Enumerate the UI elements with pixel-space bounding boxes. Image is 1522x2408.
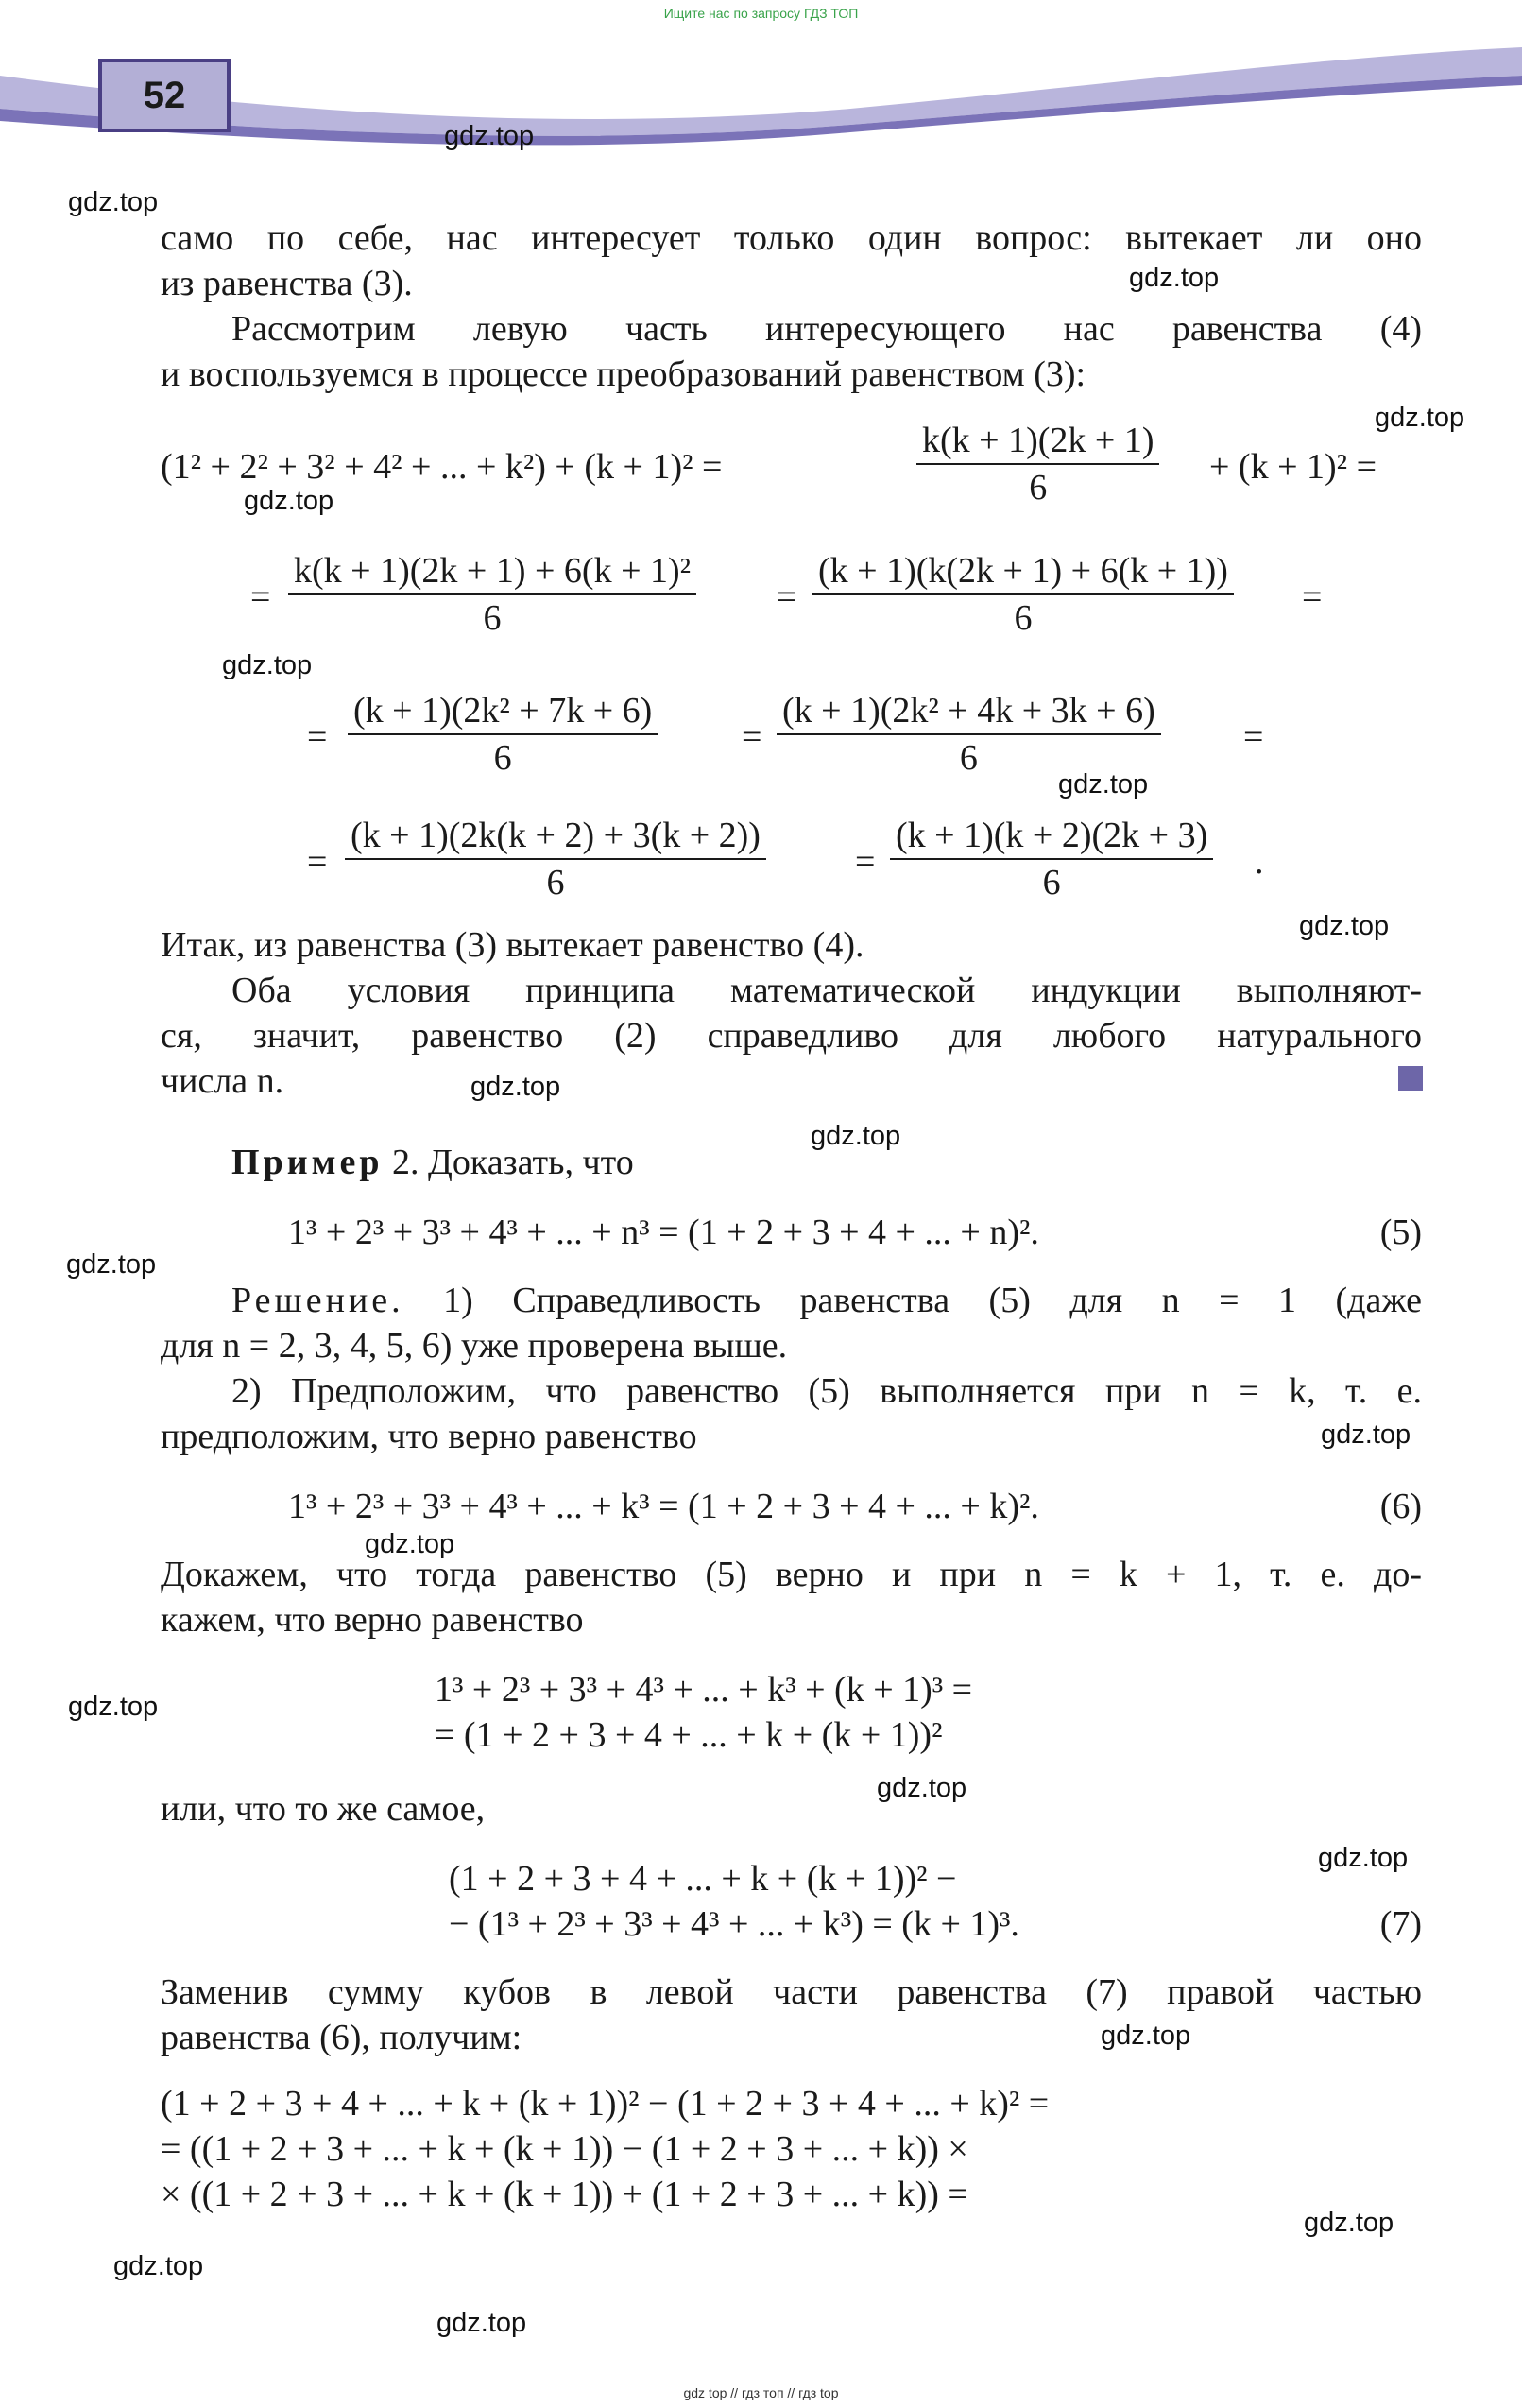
- text-line: числа n.: [161, 1061, 284, 1101]
- final-equation: × ((1 + 2 + 3 + ... + k + (k + 1)) + (1 + 2 + 3 + ... + k)) =: [161, 2175, 968, 2214]
- equals-sign: =: [307, 717, 328, 757]
- text-line: 2) Предположим, что равенство (5) выполняется при n = k, т. е.: [231, 1371, 1422, 1411]
- fraction: (k + 1)(2k(k + 2) + 3(k + 2)) 6: [345, 815, 766, 903]
- watermark: gdz.top: [1375, 403, 1465, 433]
- watermark: gdz.top: [436, 2308, 527, 2338]
- text-line: или, что то же самое,: [161, 1789, 486, 1829]
- equals-sign: =: [777, 577, 797, 617]
- watermark: gdz.top: [1299, 911, 1390, 941]
- page-number: 52: [98, 59, 231, 132]
- watermark: gdz.top: [68, 187, 159, 217]
- equation-k1: 1³ + 2³ + 3³ + 4³ + ... + k³ + (k + 1)³ =: [435, 1670, 973, 1710]
- fraction: (k + 1)(2k² + 4k + 3k + 6) 6: [777, 690, 1161, 779]
- fraction: k(k + 1)(2k + 1) 6: [916, 420, 1159, 508]
- text-line: само по себе, нас интересует только один вопрос: вытекает ли оно: [161, 218, 1422, 258]
- period: .: [1255, 842, 1264, 882]
- watermark: gdz.top: [1101, 2021, 1191, 2051]
- end-marker: [1398, 1066, 1423, 1091]
- equation-tail: + (k + 1)² =: [1209, 447, 1377, 487]
- fraction: (k + 1)(2k² + 7k + 6) 6: [348, 690, 658, 779]
- watermark: gdz.top: [444, 121, 535, 151]
- equation-number: (6): [1379, 1487, 1422, 1526]
- watermark: gdz.top: [1318, 1843, 1409, 1873]
- text-line: для n = 2, 3, 4, 5, 6) уже проверена выше.: [161, 1326, 788, 1366]
- equals-sign: =: [250, 577, 271, 617]
- equation-7: (1 + 2 + 3 + 4 + ... + k + (k + 1))² −: [449, 1859, 957, 1899]
- watermark: gdz.top: [222, 650, 313, 680]
- text-line: Итак, из равенства (3) вытекает равенство (4).: [161, 925, 864, 965]
- text-line: Рассмотрим левую часть интересующего нас равенства (4): [231, 309, 1422, 349]
- solution-line: Решение. 1) Справедливость равенства (5) для n = 1 (даже: [231, 1281, 1422, 1320]
- text-line: Заменив сумму кубов в левой части равенства (7) правой частью: [161, 1972, 1422, 2012]
- text-line: Докажем, что тогда равенство (5) верно и при n = k + 1, т. е. до-: [161, 1555, 1422, 1594]
- fraction: (k + 1)(k(2k + 1) + 6(k + 1)) 6: [812, 550, 1234, 639]
- equals-sign: =: [742, 717, 762, 757]
- fraction: k(k + 1)(2k + 1) + 6(k + 1)² 6: [288, 550, 696, 639]
- equation-number: (5): [1379, 1213, 1422, 1252]
- equation-left: (1² + 2² + 3² + 4² + ... + k²) + (k + 1)² =: [161, 447, 723, 487]
- equation-7: − (1³ + 2³ + 3³ + 4³ + ... + k³) = (k + 1)³.: [449, 1904, 1019, 1944]
- final-equation: = ((1 + 2 + 3 + ... + k + (k + 1)) − (1 + 2 + 3 + ... + k)) ×: [161, 2129, 968, 2169]
- equation-5: 1³ + 2³ + 3³ + 4³ + ... + n³ = (1 + 2 + 3 + 4 + ... + n)².: [288, 1213, 1039, 1252]
- text-line: ся, значит, равенство (2) справедливо для любого натурального: [161, 1016, 1422, 1056]
- equation-number: (7): [1379, 1904, 1422, 1944]
- watermark: gdz.top: [1129, 263, 1220, 293]
- watermark: gdz.top: [244, 486, 334, 516]
- watermark: gdz.top: [1304, 2208, 1394, 2238]
- equation-k1: = (1 + 2 + 3 + 4 + ... + k + (k + 1))²: [435, 1715, 943, 1755]
- watermark: gdz.top: [811, 1121, 901, 1151]
- watermark: gdz.top: [66, 1249, 157, 1280]
- text-line: предположим, что верно равенство: [161, 1417, 697, 1456]
- equals-sign: =: [307, 842, 328, 882]
- equals-sign: =: [1243, 717, 1264, 757]
- fraction: (k + 1)(k + 2)(2k + 3) 6: [890, 815, 1213, 903]
- final-equation: (1 + 2 + 3 + 4 + ... + k + (k + 1))² − (1 + 2 + 3 + 4 + ... + k)² =: [161, 2084, 1050, 2124]
- watermark: gdz.top: [1058, 769, 1149, 800]
- watermark: gdz.top: [470, 1072, 561, 1102]
- text-line: и воспользуемся в процессе преобразований равенством (3):: [161, 354, 1086, 394]
- bottom-note: gdz top // гдз топ // гдз top: [683, 2385, 839, 2400]
- watermark: gdz.top: [877, 1773, 967, 1803]
- example-heading: Пример 2. Доказать, что: [231, 1143, 634, 1182]
- equation-6: 1³ + 2³ + 3³ + 4³ + ... + k³ = (1 + 2 + 3 + 4 + ... + k)².: [288, 1487, 1039, 1526]
- equals-sign: =: [855, 842, 876, 882]
- watermark: gdz.top: [1321, 1419, 1411, 1450]
- watermark: gdz.top: [113, 2251, 204, 2281]
- text-line: кажем, что верно равенство: [161, 1600, 584, 1640]
- watermark: gdz.top: [365, 1529, 455, 1559]
- top-note: Ищите нас по запросу ГДЗ ТОП: [663, 6, 859, 21]
- text-line: из равенства (3).: [161, 264, 413, 303]
- text-line: равенства (6), получим:: [161, 2018, 522, 2057]
- equals-sign: =: [1302, 577, 1323, 617]
- watermark: gdz.top: [68, 1692, 159, 1722]
- text-line: Оба условия принципа математической индукции выполняют-: [231, 971, 1422, 1010]
